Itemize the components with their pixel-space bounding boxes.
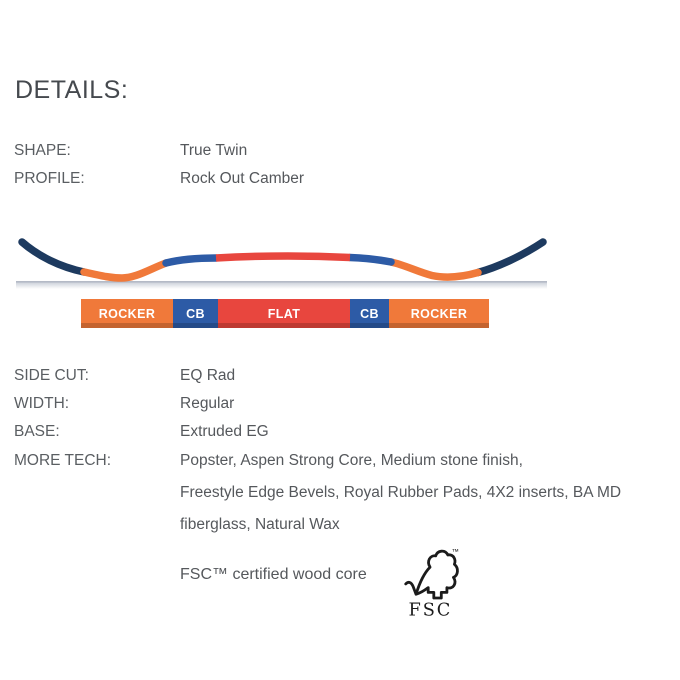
spec-label-moretech: MORE TECH:	[14, 452, 112, 469]
moretech-line-3: fiberglass, Natural Wax	[180, 516, 340, 533]
spec-label-shape: SHAPE:	[14, 142, 71, 159]
spec-value-profile: Rock Out Camber	[180, 170, 305, 187]
spec-label-base: BASE:	[14, 423, 60, 440]
board-curve-tip-right	[478, 242, 543, 273]
profile-legend-bar	[81, 299, 489, 328]
legend-label: ROCKER	[98, 306, 156, 321]
spec-value-width: Regular	[180, 395, 235, 412]
legend-segment-cb-right	[350, 299, 389, 328]
legend-segment-cb-left	[173, 299, 218, 328]
spec-value-sidecut: EQ Rad	[180, 367, 236, 384]
legend-label: CB	[186, 306, 205, 321]
spec-value-moretech	[180, 451, 674, 534]
board-curve-flat	[216, 256, 350, 258]
spec-row-sidecut	[14, 366, 674, 385]
spec-row-shape	[14, 141, 674, 160]
fsc-logo-icon	[402, 544, 460, 622]
legend-segment-flat	[218, 299, 350, 328]
legend-label: CB	[360, 306, 379, 321]
spec-row-width	[14, 394, 674, 413]
legend-segment-rocker-right	[389, 299, 489, 328]
board-curve-tip-left	[22, 242, 84, 272]
fsc-logo-text: FSC	[408, 600, 453, 621]
spec-value-base: Extruded EG	[180, 423, 269, 440]
legend-segment-rocker-left	[81, 299, 173, 328]
spec-row-profile	[14, 169, 674, 188]
spec-label-sidecut: SIDE CUT:	[14, 367, 89, 384]
legend-label: FLAT	[267, 306, 301, 321]
moretech-line-1: Popster, Aspen Strong Core, Medium stone finish,	[180, 452, 523, 469]
spec-label-profile: PROFILE:	[14, 170, 85, 187]
fsc-caption: FSC™ certified wood core	[180, 566, 367, 583]
ground-line	[16, 281, 547, 283]
legend-label: ROCKER	[410, 306, 468, 321]
board-curve-rocker-left	[84, 263, 166, 278]
board-curve-cb-left	[166, 258, 216, 263]
fsc-tree-checkmark	[406, 551, 458, 598]
board-curve-rocker-right	[391, 262, 478, 277]
moretech-line-2: Freestyle Edge Bevels, Royal Rubber Pads, 4X2 inserts, BA MD	[180, 484, 622, 501]
board-curve-cb-right	[350, 258, 391, 263]
spec-row-moretech	[14, 451, 674, 534]
fsc-trademark: ™	[451, 547, 460, 556]
spec-row-base	[14, 422, 674, 441]
details-heading: DETAILS:	[15, 76, 129, 104]
spec-value-shape: True Twin	[180, 142, 248, 159]
spec-label-width: WIDTH:	[14, 395, 70, 412]
